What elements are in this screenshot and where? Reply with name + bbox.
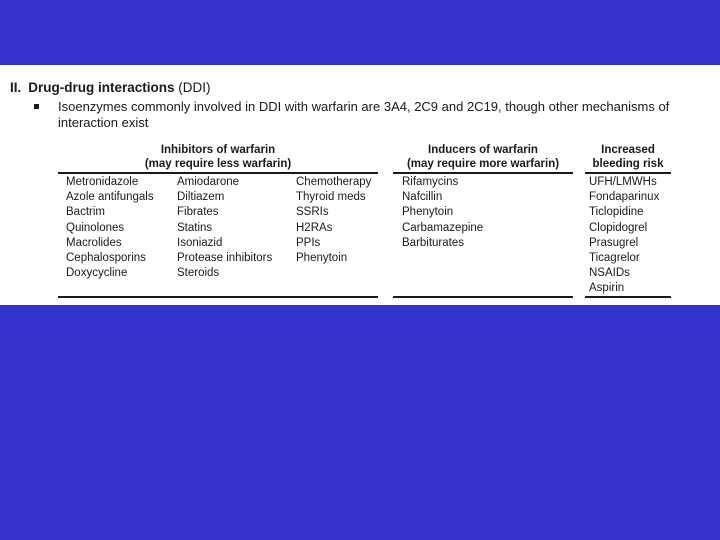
inducers-list — [402, 175, 483, 251]
bleeding-list — [589, 175, 659, 297]
bleeding-header-title: Increased — [601, 144, 655, 156]
bleeding-header-rule — [585, 172, 671, 174]
list-item: Amiodarone — [177, 176, 240, 188]
list-item: Isoniazid — [177, 236, 223, 249]
list-item: Prasugrel — [589, 236, 639, 249]
list-item: SSRIs — [296, 206, 329, 219]
list-item: Steroids — [177, 267, 220, 280]
list-item: Diltiazem — [177, 191, 225, 204]
list-item: Ticagrelor — [589, 252, 640, 265]
inducers-bottom-rule — [393, 296, 573, 298]
inhibitors-col1-list — [66, 175, 154, 281]
bleeding-bottom-rule — [585, 296, 671, 298]
list-item: Clopidogrel — [589, 221, 648, 234]
list-item: Chemotherapy — [296, 176, 372, 188]
list-item: Barbiturates — [402, 236, 465, 249]
inducers-header-subtitle: (may require more warfarin) — [406, 158, 560, 170]
list-item: Cephalosporins — [66, 252, 146, 265]
list-item: Fibrates — [177, 206, 219, 219]
inhibitors-header — [58, 143, 378, 171]
inhibitors-col3-list — [296, 175, 371, 266]
list-item: Statins — [177, 221, 213, 234]
list-item: Rifamycins — [402, 176, 459, 188]
list-item: Phenytoin — [402, 206, 454, 219]
inhibitors-col2-list — [177, 175, 272, 281]
list-item: Metronidazole — [66, 176, 139, 188]
inducers-header-rule — [393, 172, 573, 174]
list-item: Azole antifungals — [66, 191, 154, 204]
list-item: Macrolides — [66, 236, 122, 249]
list-item: UFH/LMWHs — [589, 176, 657, 188]
square-bullet-icon — [34, 104, 39, 109]
list-item: Nafcillin — [402, 191, 443, 204]
inhibitors-header-subtitle: (may require less warfarin) — [144, 158, 292, 170]
inhibitors-header-title: Inhibitors of warfarin — [160, 144, 276, 156]
section-heading — [10, 80, 211, 95]
list-item: Phenytoin — [296, 252, 348, 265]
inhibitors-header-rule — [58, 172, 378, 174]
list-item: Doxycycline — [66, 267, 128, 280]
inducers-header — [393, 143, 573, 171]
bleeding-header-subtitle: bleeding risk — [592, 158, 664, 170]
list-item: NSAIDs — [589, 267, 630, 280]
list-item: Bactrim — [66, 206, 105, 219]
slide-content — [0, 65, 720, 305]
list-item: Carbamazepine — [402, 221, 484, 234]
list-item: H2RAs — [296, 221, 333, 234]
inducers-header-title: Inducers of warfarin — [428, 144, 538, 156]
section-number: II. — [10, 80, 22, 95]
list-item: Quinolones — [66, 221, 125, 234]
section-title-suffix: (DDI) — [178, 80, 211, 95]
inhibitors-bottom-rule — [58, 296, 378, 298]
bullet-text: Isoenzymes commonly involved in DDI with warfarin are 3A4, 2C9 and 2C19, though other mechanisms of interaction exist — [58, 99, 670, 130]
list-item: Protease inhibitors — [177, 252, 273, 265]
section-title: Drug-drug interactions — [28, 80, 175, 95]
list-item: PPIs — [296, 236, 321, 249]
list-item: Ticlopidine — [589, 206, 644, 219]
bleeding-header — [585, 143, 671, 171]
list-item: Aspirin — [589, 282, 625, 295]
list-item: Thyroid meds — [296, 191, 366, 204]
list-item: Fondaparinux — [589, 191, 660, 204]
